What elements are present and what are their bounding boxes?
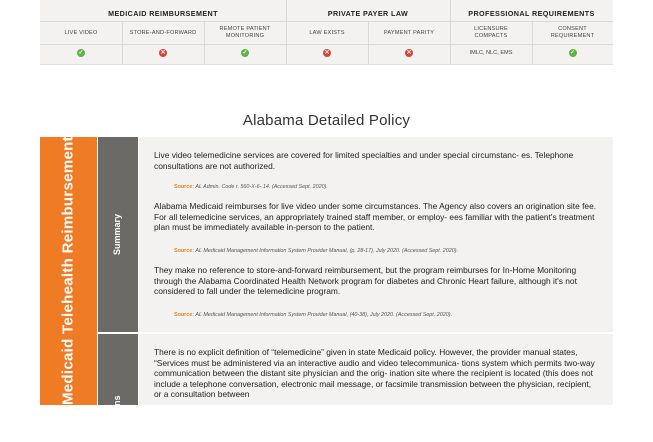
store-and-forward-status [122, 46, 204, 60]
source-label: Source: [174, 184, 194, 190]
summary-source [174, 184, 328, 190]
summary-paragraph: Alabama Medicaid reimburses for live video under some circumstances. The Agency also covers an origination site fee. For all telemedicine services, an appropriately trained staff member, or employ- ees familiar with the patient's treatment plan must be immediately available in-person to the patient. [154, 201, 599, 233]
subheader-divider [40, 44, 613, 45]
summary-paragraph: Live video telemedicine services are covered for limited specialties and under special circumstanc- es. Telephone consultations are not authorized. [154, 150, 599, 171]
definitions-paragraph: There is no explicit definition of “telemedicine” given in state Medicaid policy. However, the provider manual states, “Services must be administered via an interactive audio and video telecommunica- tions system which permits two-way communication between the distant site physician and the orig- ination site where the recipient is located (this does not include a telephone conversation, electronic mail message, or facsimile transmission between the physician, recipient, or a consultation between [154, 347, 599, 400]
source-citation: AL Medicaid Management Information System Provider Manual, (p. 28-17), July 2020. (Accessed Sept. 2020). [195, 248, 458, 254]
source-label: Source: [174, 248, 194, 254]
column-header-remote-patient-monitoring: REMOTE PATIENT MONITORING [204, 22, 286, 44]
page-title: Alabama Detailed Policy [0, 112, 653, 129]
column-header-live-video: LIVE VIDEO [40, 22, 122, 44]
group-header-professional: PROFESSIONAL REQUIREMENTS [450, 6, 613, 21]
check-icon: ✓ [569, 49, 577, 57]
summary-label: Summary [112, 214, 122, 255]
column-header-payment-parity: PAYMENT PARITY [368, 22, 450, 44]
policy-summary-table [40, 0, 613, 65]
summary-source [174, 248, 458, 254]
live-video-status [40, 46, 122, 60]
consent-requirement-status [532, 46, 613, 60]
check-icon: ✓ [241, 49, 249, 57]
check-icon: ✓ [77, 49, 85, 57]
law-exists-status [286, 46, 368, 60]
licensure-compacts-value: IMLC, NLC, EMS [450, 46, 532, 60]
source-citation: AL Medicaid Management Information System Provider Manual, (40-38), July 2020. (Accessed Sept. 2020). [195, 312, 452, 318]
group-header-medicaid: MEDICAID REIMBURSEMENT [40, 6, 286, 21]
x-icon: ✕ [323, 49, 331, 57]
column-header-licensure-compacts: LICENSURE COMPACTS [450, 22, 532, 44]
column-header-law-exists: LAW EXISTS [286, 22, 368, 44]
column-header-store-and-forward: STORE-AND-FORWARD [122, 22, 204, 44]
remote-patient-monitoring-status [204, 46, 286, 60]
x-icon: ✕ [405, 49, 413, 57]
payment-parity-status [368, 46, 450, 60]
summary-label-bar [98, 137, 138, 332]
source-citation: AL Admin. Code r. 560-X-6-.14. (Accessed Sept. 2020). [195, 184, 328, 190]
definitions-label: Definitions [112, 396, 122, 442]
x-icon: ✕ [159, 49, 167, 57]
source-label: Source: [174, 312, 194, 318]
column-header-consent-requirement: CONSENT REQUIREMENT [532, 22, 613, 44]
section-banner-label: Medicaid Telehealth Reimbursement [60, 136, 77, 405]
summary-content [139, 137, 613, 332]
summary-source [174, 312, 452, 318]
definitions-content [139, 334, 613, 405]
summary-paragraph: They make no reference to store-and-forward reimbursement, but the program reimburses for In-Home Monitoring through the Alabama Coordinated Health Network program for diabetes and Chronic Heart failure, although it's not considered to fall under the telemedicine program. [154, 265, 599, 297]
definitions-label-bar [98, 334, 138, 405]
group-header-private-payer: PRIVATE PAYER LAW [286, 6, 450, 21]
